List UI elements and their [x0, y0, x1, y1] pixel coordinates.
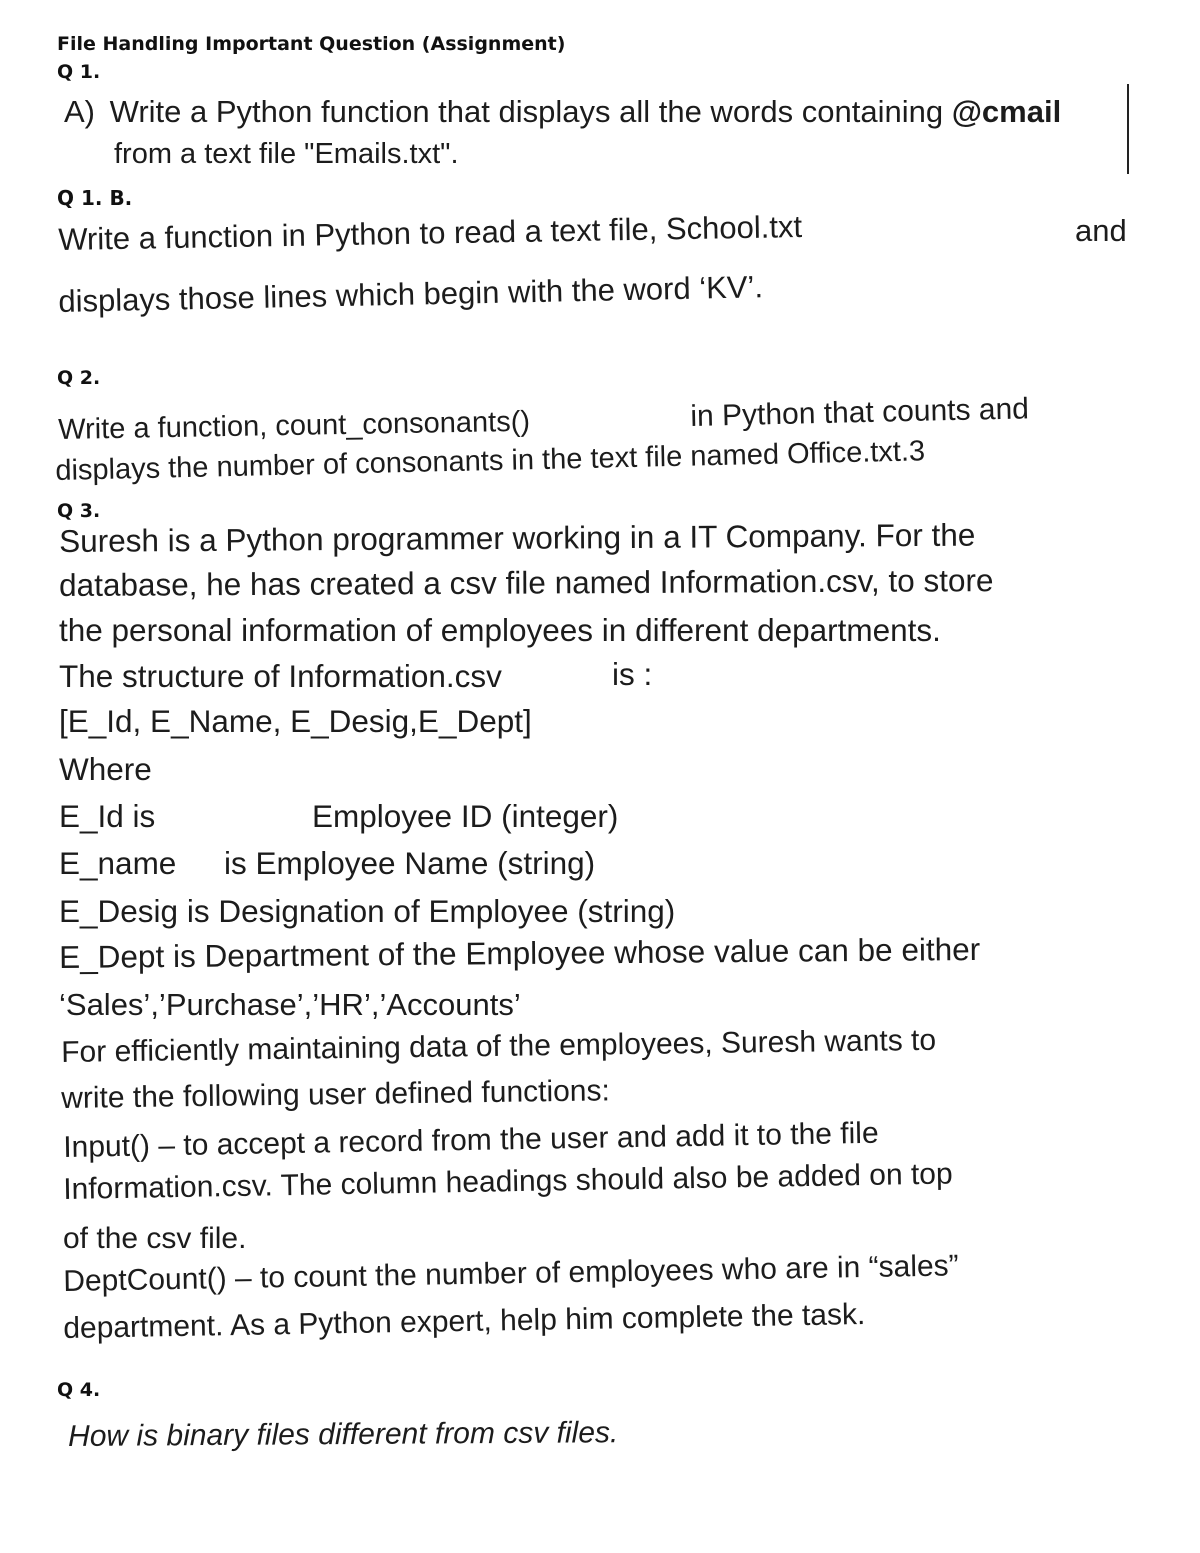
- question-3-line-4: The structure of Information.csv: [59, 658, 502, 694]
- question-4-label: Q 4.: [57, 1379, 101, 1401]
- question-3-para2-line-6: DeptCount() – to count the number of employees who are in “sales”: [63, 1249, 959, 1298]
- question-1a-line-2: from a text file "Emails.txt".: [114, 138, 459, 170]
- question-1a-text: Write a Python function that displays all the words containing: [109, 94, 952, 129]
- field-name-e-id: E_Id is: [59, 798, 156, 834]
- question-3-structure: [E_Id, E_Name, E_Desig,E_Dept]: [59, 703, 532, 739]
- question-3-line-3: the personal information of employees in different departments.: [59, 612, 941, 648]
- field-e-dept: E_Dept is Department of the Employee whose value can be either: [59, 930, 981, 975]
- question-3-para2-line-3: Input() – to accept a record from the user and add it to the file: [63, 1116, 879, 1164]
- question-2-line-1b: in Python that counts and: [690, 392, 1030, 433]
- question-3-para2-line-2: write the following user defined functions:: [61, 1074, 611, 1115]
- question-1b-label: Q 1. B.: [57, 186, 133, 210]
- question-2-line-2: displays the number of consonants in the text file named Office.txt.3: [55, 435, 926, 487]
- question-3-para2-line-5: of the csv file.: [63, 1222, 247, 1255]
- question-1a-prefix: A): [64, 94, 95, 129]
- field-name-e-name: E_name: [59, 845, 177, 881]
- field-e-desig: E_Desig is Designation of Employee (string): [59, 893, 676, 929]
- question-3-line-2: database, he has created a csv file named Information.csv, to store: [59, 562, 994, 603]
- question-1a-keyword: @cmail: [951, 94, 1062, 129]
- question-1b-line-1-end: and: [1075, 213, 1127, 248]
- field-e-dept-values: ‘Sales’,’Purchase’,’HR’,’Accounts’: [59, 987, 521, 1022]
- question-3-para2-line-4: Information.csv. The column headings should also be added on top: [63, 1157, 953, 1206]
- question-3-para2-line-1: For efficiently maintaining data of the employees, Suresh wants to: [61, 1023, 937, 1069]
- question-3-is-colon: is :: [612, 656, 653, 692]
- field-desc-e-name: is Employee Name (string): [224, 845, 596, 881]
- question-1b-line-1: Write a function in Python to read a text file, School.txt: [58, 209, 803, 257]
- question-3-where: Where: [59, 751, 152, 787]
- question-1b-line-2: displays those lines which begin with the word ‘KV’.: [58, 269, 764, 319]
- field-desc-e-id: Employee ID (integer): [312, 798, 619, 834]
- question-2-line-1a: Write a function, count_consonants(): [58, 405, 531, 446]
- question-3-line-1: Suresh is a Python programmer working in a IT Company. For the: [59, 516, 976, 559]
- question-3-label: Q 3.: [57, 500, 101, 522]
- question-4-text: How is binary files different from csv files.: [68, 1416, 619, 1453]
- margin-rule: [1127, 84, 1129, 174]
- document-title: File Handling Important Question (Assignment): [57, 33, 566, 55]
- question-1-label: Q 1.: [57, 61, 101, 83]
- question-1a-line-1: [64, 94, 1061, 130]
- question-3-para2-line-7: department. As a Python expert, help him complete the task.: [63, 1298, 866, 1345]
- question-2-label: Q 2.: [57, 367, 101, 389]
